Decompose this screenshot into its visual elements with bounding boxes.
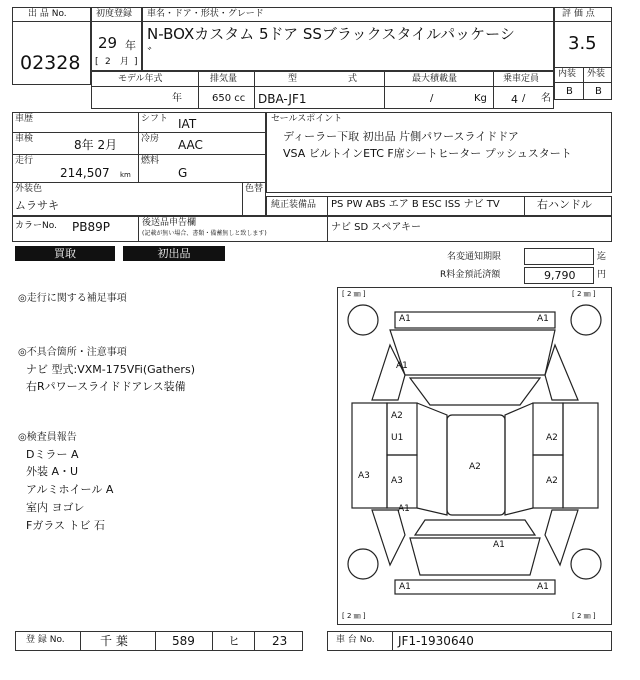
equipment: PS PW ABS エア B ESC ISS ナビ TV [331, 199, 500, 210]
tire-front-left-depth: [ 2 ㎜ ] [342, 290, 366, 298]
mileage: 214,507 [60, 166, 110, 180]
first-registration-year: 29 [98, 34, 118, 52]
first-registration-month: 2 [105, 57, 111, 67]
steering: 右ハンドル [537, 198, 592, 211]
registration-label: 登 録 No. [26, 635, 65, 645]
first-registration-month-bracket-open: [ [95, 57, 99, 67]
wheel-front-right [571, 305, 601, 335]
registration-kana: ヒ [228, 634, 241, 648]
front-bumper [395, 312, 555, 328]
inspector-report-title: ◎検査員報告 [18, 432, 77, 443]
interior-grade-label: 内装 [558, 69, 577, 79]
tire-rear-right-depth: [ 2 ㎜ ] [572, 612, 596, 620]
interior-grade: B [566, 86, 573, 97]
defect-2: 右Rパワースライドドアレス装備 [26, 380, 186, 393]
score-label: 評 価 点 [562, 9, 595, 19]
shift: IAT [178, 117, 197, 131]
first-listing-badge: 初出品 [123, 246, 225, 261]
report-4: 室内 ヨゴレ [26, 501, 85, 514]
ac: AAC [178, 138, 203, 152]
report-5: Fガラス トビ 石 [26, 519, 105, 532]
exterior-grade: B [595, 86, 602, 97]
wheel-rear-left [348, 549, 378, 579]
capacity-slash: / [522, 93, 526, 104]
displacement-label: 排気量 [210, 74, 238, 84]
color-no: PB89P [72, 220, 110, 234]
damage-mark: A3 [391, 476, 403, 486]
report-1: Dミラー A [26, 448, 79, 461]
first-registration-label: 初度登録 [96, 9, 133, 19]
max-load-unit: Kg [474, 93, 487, 104]
type-label-2: 式 [348, 74, 358, 84]
capacity-unit: 名 [541, 93, 551, 104]
defects-title: ◎不具合箇所・注意事項 [18, 347, 127, 358]
car-name-continued: ゛ [147, 47, 161, 63]
color-no-label: カラーNo. [15, 221, 57, 231]
tire-rear-left-depth: [ 2 ㎜ ] [342, 612, 366, 620]
aftermarket-label: 後送品申告欄 [142, 218, 197, 228]
type-label: 型 [288, 74, 298, 84]
registration-class: 589 [172, 634, 195, 648]
damage-mark: A1 [398, 504, 410, 514]
hood [390, 330, 555, 375]
model-year-label: モデル年式 [118, 74, 163, 84]
damage-mark: U1 [391, 433, 404, 443]
rear-window [415, 520, 535, 535]
damage-mark: A1 [493, 540, 505, 550]
lot-number: 02328 [20, 52, 81, 74]
car-name: N-BOXカスタム 5ドア SSブラックスタイルパッケーシ [147, 25, 515, 43]
aftermarket-items: ナビ SD スペアキー [331, 222, 422, 233]
inspection: 8年 2月 [74, 138, 118, 152]
history-label: 車歴 [15, 114, 34, 124]
report-2: 外装 A・U [26, 465, 79, 478]
registration-number: 23 [272, 634, 288, 648]
sales-point-2: VSA ビルトインETC F席シートヒーター プッシュスタート [283, 147, 572, 160]
left-side-panel [352, 403, 387, 508]
damage-mark: A1 [537, 314, 549, 324]
windshield [410, 378, 540, 405]
damage-mark: A2 [469, 462, 481, 472]
fuel-label: 燃料 [141, 156, 160, 166]
first-registration-month-unit: 月 [120, 57, 130, 67]
mileage-label: 走行 [15, 156, 34, 166]
exterior-color: ムラサキ [15, 199, 59, 212]
damage-mark: A2 [391, 411, 403, 421]
front-fender-left [372, 345, 405, 400]
aftermarket-note: (記載が無い場合、書類・備蓄無しと致します) [142, 230, 267, 237]
mileage-unit: km [120, 171, 131, 179]
chassis-label: 車 台 No. [336, 635, 375, 645]
damage-mark: A2 [546, 433, 558, 443]
recycle-fee-unit: 円 [597, 270, 607, 280]
left-pillar [417, 403, 447, 515]
sales-point-1: ディーラー下取 初出品 片側パワースライドドア [283, 130, 519, 143]
right-side-panel [563, 403, 598, 508]
inspection-label: 車検 [15, 134, 34, 144]
damage-mark: A3 [358, 471, 370, 481]
ac-label: 冷房 [141, 134, 160, 144]
recycle-fee-label: R料金預託済額 [440, 270, 501, 280]
purchase-badge: 買取 [15, 246, 115, 261]
rear-fender-left [372, 510, 405, 565]
driving-notes-title: ◎走行に関する補足事項 [18, 293, 127, 304]
max-load-label: 最大積載量 [412, 74, 458, 84]
report-3: アルミホイール A [26, 483, 114, 496]
damage-mark: A2 [546, 476, 558, 486]
model-year-unit: 年 [172, 93, 182, 104]
wheel-front-left [348, 305, 378, 335]
tailgate [410, 538, 540, 575]
first-registration-month-bracket-close: ] [134, 57, 138, 67]
damage-mark: A1 [399, 582, 411, 592]
score-value: 3.5 [568, 33, 597, 54]
registration-region: 千 葉 [100, 634, 128, 648]
front-door-right [533, 403, 563, 455]
capacity-label: 乗車定員 [503, 74, 540, 84]
name-change-notice-unit: 迄 [597, 252, 607, 262]
shift-label: シフト [141, 114, 169, 124]
max-load-slash: / [430, 93, 434, 104]
damage-mark: A1 [537, 582, 549, 592]
exterior-grade-label: 外装 [587, 69, 606, 79]
color-change-label: 色替 [245, 184, 264, 194]
first-registration-year-unit: 年 [125, 39, 136, 52]
vehicle-type: DBA-JF1 [258, 92, 307, 106]
right-pillar [505, 403, 533, 515]
equipment-label: 純正装備品 [271, 200, 317, 210]
damage-mark: A1 [396, 361, 408, 371]
lot-number-label: 出 品 No. [28, 9, 67, 19]
chassis-number: JF1-1930640 [398, 634, 474, 648]
sales-points-label: セールスポイント [271, 114, 343, 124]
tire-front-right-depth: [ 2 ㎜ ] [572, 290, 596, 298]
displacement: 650 cc [212, 93, 246, 104]
wheel-rear-right [571, 549, 601, 579]
rear-bumper [395, 580, 555, 594]
name-change-notice-label: 名変通知期限 [447, 252, 502, 262]
damage-mark: A1 [399, 314, 411, 324]
car-name-label: 車名・ドア・形状・グレード [147, 9, 264, 19]
exterior-color-label: 外装色 [15, 184, 43, 194]
capacity: 4 [511, 93, 518, 106]
defect-1: ナビ 型式:VXM-175VFi(Gathers) [26, 363, 195, 376]
fuel: G [178, 166, 188, 180]
recycle-fee: 9,790 [544, 269, 576, 282]
